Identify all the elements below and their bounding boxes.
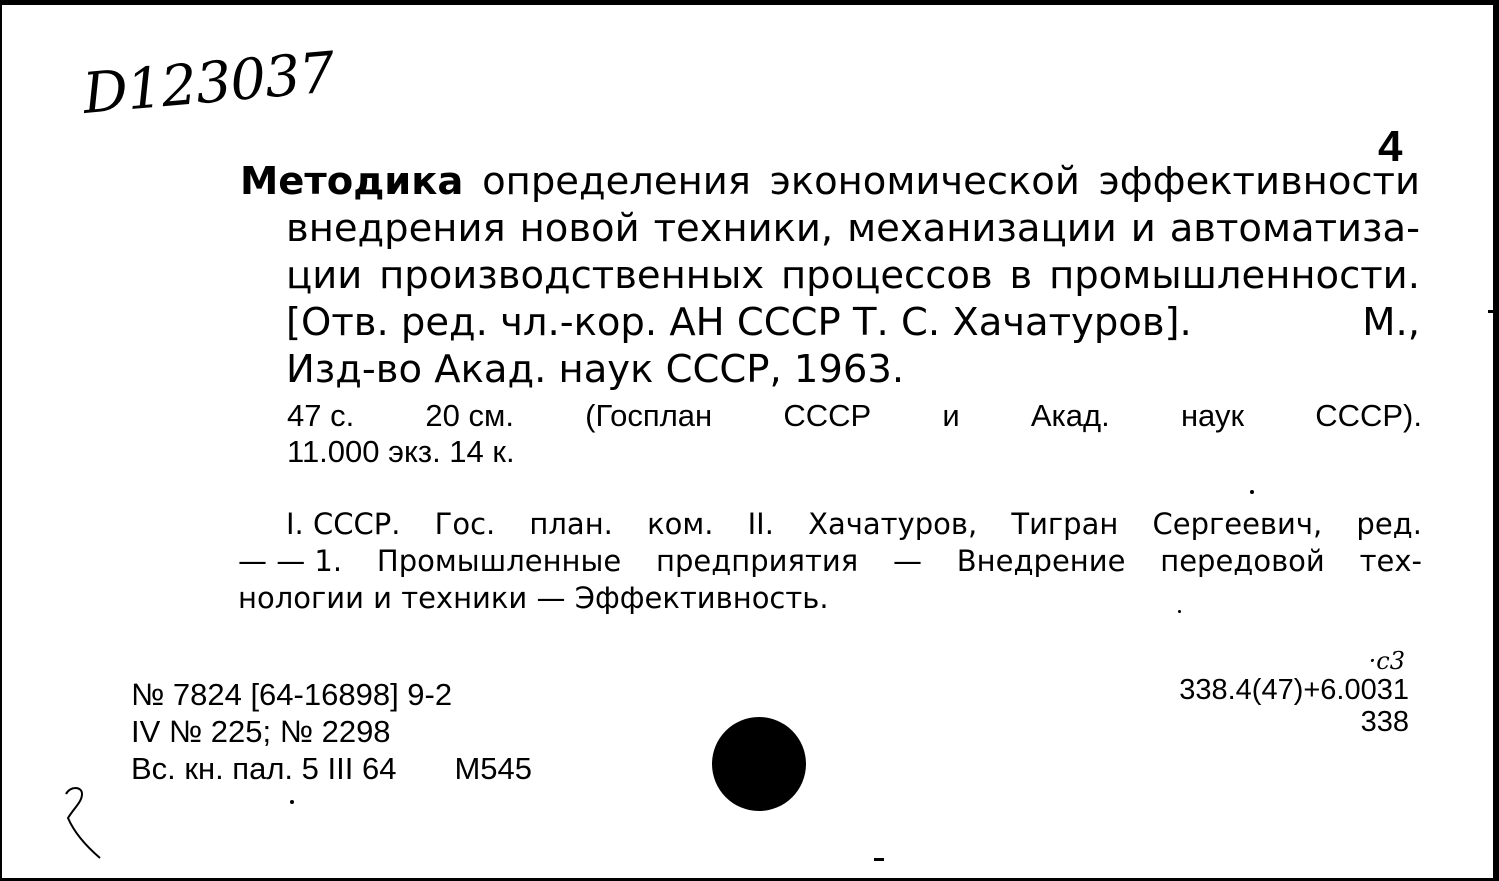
classification-mark <box>1179 648 1409 738</box>
speck <box>1250 490 1254 494</box>
card-number: 4 <box>1378 122 1403 171</box>
speck <box>874 858 884 861</box>
card-border-right <box>1493 0 1499 881</box>
record-info-line-1: № 7824 [64-16898] 9-2 <box>131 677 453 712</box>
tracings-line-2: — — 1. Промышленные предприятия — Внедрение передовой тех- <box>238 544 1422 578</box>
description-line-4 <box>240 299 1420 346</box>
udc-number: 338.4(47)+6.0031 <box>1179 674 1409 706</box>
punch-hole <box>712 717 806 811</box>
description-line-2: внедрения новой техники, механизации и автоматиза- <box>286 206 1420 251</box>
bbk-number: 338 <box>1360 706 1409 738</box>
place-of-publication: М., <box>1362 300 1420 345</box>
classification-handwritten-note: ·с3 <box>1368 647 1405 675</box>
description-line-1: Методика определения экономической эффективности <box>240 159 1420 204</box>
publisher-line: Изд-во Акад. наук СССР, 1963. <box>286 347 905 392</box>
bibliographic-description <box>240 158 1420 393</box>
speck <box>290 800 294 804</box>
collation <box>287 398 1422 470</box>
editor-statement: [Отв. ред. чл.-кор. АН СССР Т. С. Хачатуров]. <box>286 300 1192 345</box>
speck <box>1488 310 1494 313</box>
card-border-top <box>0 0 1499 5</box>
handwritten-accession-number: D123037 <box>80 40 337 127</box>
record-info-line-2: IV № 225; № 2298 <box>131 714 391 749</box>
description-line-3: ции производственных процессов в промышленности. <box>286 253 1420 298</box>
collation-line-2: 11.000 экз. 14 к. <box>287 434 515 469</box>
speck <box>1178 610 1181 613</box>
record-code: М545 <box>454 751 532 786</box>
handwritten-corner-mark <box>60 784 104 864</box>
record-info <box>131 676 532 787</box>
record-info-line-3: Вс. кн. пал. 5 III 64 М545 <box>131 751 532 786</box>
card-border-left <box>0 0 2 881</box>
description-lead-word: Методика <box>240 159 464 204</box>
tracings-line-1: I. СССР. Гос. план. ком. II. Хачатуров, Тигран Сергеевич, ред. <box>286 507 1422 541</box>
collation-line-1: 47 с. 20 см. (Госплан СССР и Акад. наук СССР). <box>287 398 1422 433</box>
tracings-line-3: нологии и техники — Эффективность. <box>238 581 829 615</box>
subject-tracings <box>238 506 1422 617</box>
